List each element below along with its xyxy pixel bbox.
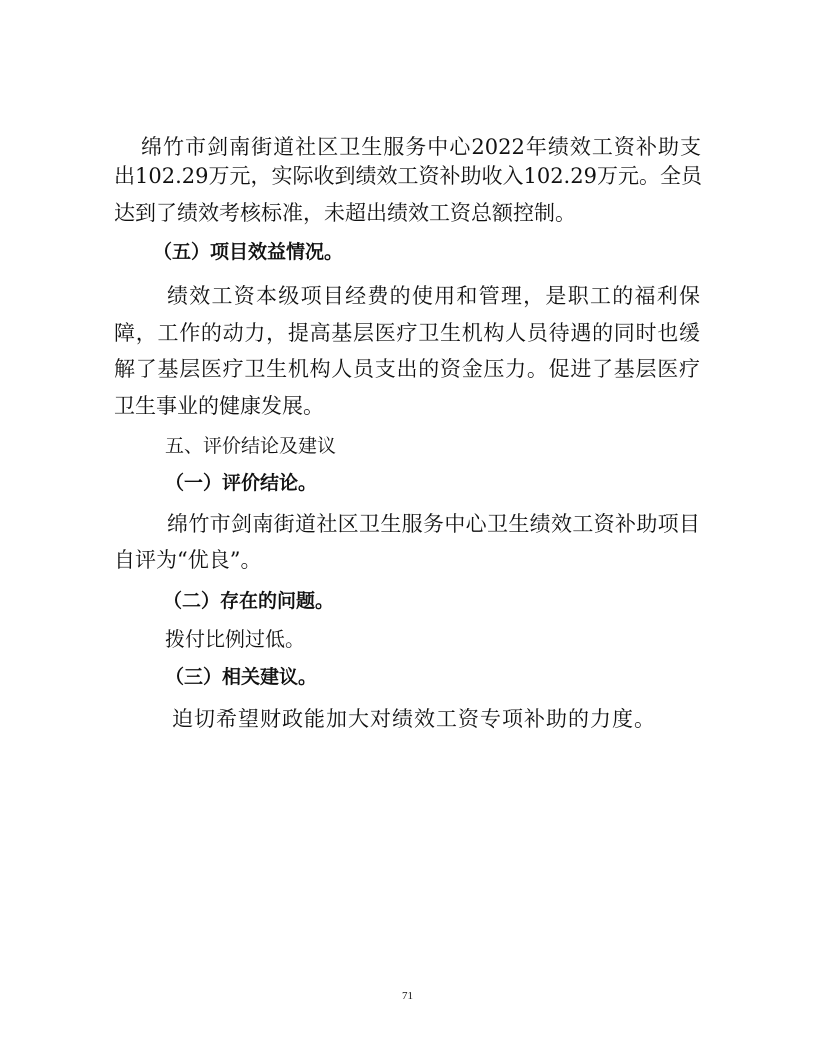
heading-existing-problems: （二）存在的问题。 [163, 590, 335, 612]
paragraph-3-line-2: 自评为“优良”。 [114, 548, 262, 572]
paragraph-1-line-3: 达到了绩效考核标准，未超出绩效工资总额控制。 [114, 201, 576, 225]
section-5-heading: 五、评价结论及建议 [165, 435, 337, 457]
paragraph-2-line-3: 解了基层医疗卫生机构人员支出的资金压力。促进了基层医疗 [114, 357, 700, 381]
heading-project-benefits: （五）项目效益情况。 [153, 241, 344, 263]
heading-related-suggestions: （三）相关建议。 [165, 666, 318, 688]
paragraph-2-line-1: 绩效工资本级项目经费的使用和管理，是职工的福利保 [167, 284, 700, 308]
paragraph-5: 迫切希望财政能加大对绩效工资专项补助的力度。 [172, 707, 656, 731]
paragraph-3-line-1: 绵竹市剑南街道社区卫生服务中心卫生绩效工资补助项目 [167, 512, 700, 536]
paragraph-4: 拨付比例过低。 [165, 627, 305, 651]
paragraph-1-line-1: 绵竹市剑南街道社区卫生服务中心2022年绩效工资补助支 [141, 135, 701, 159]
paragraph-2-line-4: 卫生事业的健康发展。 [114, 394, 324, 418]
paragraph-2-line-2: 障，工作的动力，提高基层医疗卫生机构人员待遇的同时也缓 [114, 321, 700, 345]
heading-evaluation-conclusion: （一）评价结论。 [165, 472, 318, 494]
page-number: 71 [402, 990, 413, 1002]
paragraph-1-line-2: 出102.29万元，实际收到绩效工资补助收入102.29万元。全员 [114, 164, 702, 188]
